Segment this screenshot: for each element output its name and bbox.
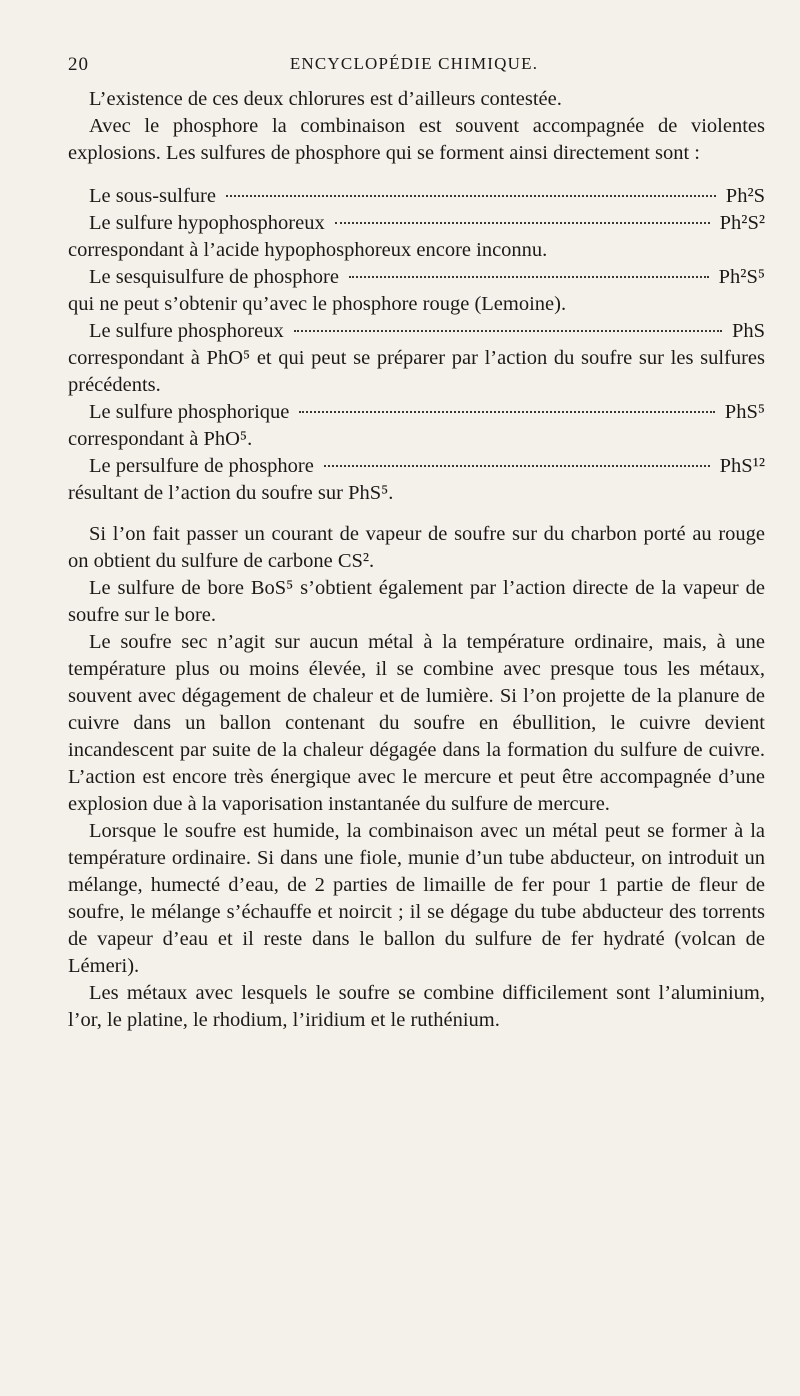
sulfide-formula: PhS¹²: [719, 455, 765, 477]
sulfide-formula: Ph²S: [725, 185, 765, 207]
sulfide-entry: [68, 210, 765, 237]
dot-leader: [335, 222, 710, 224]
dot-leader: [226, 195, 716, 197]
sulfide-name: Le sous-sulfure: [89, 185, 216, 207]
paragraph-sulfure-carbone: Si l’on fait passer un courant de vapeur de soufre sur du charbon porté au rouge on obtient du sulfure de carbone CS².: [68, 523, 765, 572]
sulfide-name: Le sesquisulfure de phosphore: [89, 266, 339, 288]
sulfide-list: [68, 183, 765, 507]
sulfide-note: correspondant à l’acide hypophosphoreux encore inconnu.: [68, 239, 548, 261]
dot-leader: [324, 465, 710, 467]
sulfide-note: correspondant à PhO⁵.: [68, 428, 253, 450]
sulfide-note: résultant de l’action du soufre sur PhS⁵.: [68, 482, 394, 504]
sulfide-name: Le sulfure hypophosphoreux: [89, 212, 325, 234]
dot-leader: [294, 330, 722, 332]
sulfide-entry: [68, 264, 765, 291]
paragraph-phosphore: Avec le phosphore la combinaison est souvent accompagnée de violentes explosions. Les sulfures de phosphore qui se forment ainsi directement sont :: [68, 115, 765, 164]
paragraph-soufre-humide: Lorsque le soufre est humide, la combinaison avec un métal peut se former à la température ordinaire. Si dans une fiole, munie d’un tube abducteur, on introduit un mélange, humecté d’eau, de 2 parties de limaille de fer pour 1 partie de fleur de soufre, le mélange s’échauffe et noircit ; il se dégage du tube abducteur des torrents de vapeur d’eau et il reste dans le ballon du sulfure de fer hydraté (volcan de Lémeri).: [68, 820, 765, 977]
sulfide-name: Le sulfure phosphoreux: [89, 320, 284, 342]
sulfide-entry: [68, 183, 765, 210]
paragraph-sulfure-bore: Le sulfure de bore BoS⁵ s’obtient également par l’action directe de la vapeur de soufre sur le bore.: [68, 577, 765, 626]
sulfide-formula: Ph²S²: [719, 212, 765, 234]
paragraph-chlorures: L’existence de ces deux chlorures est d’ailleurs contestée.: [89, 88, 562, 110]
page-number: 20: [68, 54, 89, 75]
sulfide-name: Le persulfure de phosphore: [89, 455, 314, 477]
sulfide-entry: [68, 453, 765, 480]
sulfide-name: Le sulfure phosphorique: [89, 401, 290, 423]
paragraph-soufre-sec: Le soufre sec n’agit sur aucun métal à la température ordinaire, mais, à une température plus ou moins élevée, il se combine avec presque tous les métaux, souvent avec dégagement de chaleur et de lumière. Si l’on projette de la planure de cuivre dans un ballon contenant du soufre en ébullition, le cuivre devient incandescent par suite de la chaleur dégagée dans la formation du sulfure de cuivre. L’action est encore très énergique avec le mercure et peut être accompagnée d’une explosion due à la vaporisation instantanée du sulfure de mercure.: [68, 631, 765, 815]
running-title: ENCYCLOPÉDIE CHIMIQUE.: [289, 54, 539, 73]
page-body: [68, 86, 765, 1034]
sulfide-entry: [68, 399, 765, 426]
page-header: [68, 52, 760, 80]
dot-leader: [349, 276, 709, 278]
sulfide-formula: PhS⁵: [724, 401, 765, 423]
sulfide-note: qui ne peut s’obtenir qu’avec le phosphore rouge (Lemoine).: [68, 293, 567, 315]
sulfide-formula: PhS: [731, 320, 765, 342]
sulfide-note: correspondant à PhO⁵ et qui peut se préparer par l’action du soufre sur les sulfures précédents.: [68, 347, 765, 396]
sulfide-entry: [68, 318, 765, 345]
paragraph-metaux: Les métaux avec lesquels le soufre se combine difficilement sont l’aluminium, l’or, le platine, le rhodium, l’iridium et le ruthénium.: [68, 982, 765, 1031]
dot-leader: [299, 411, 714, 413]
sulfide-formula: Ph²S⁵: [718, 266, 765, 288]
